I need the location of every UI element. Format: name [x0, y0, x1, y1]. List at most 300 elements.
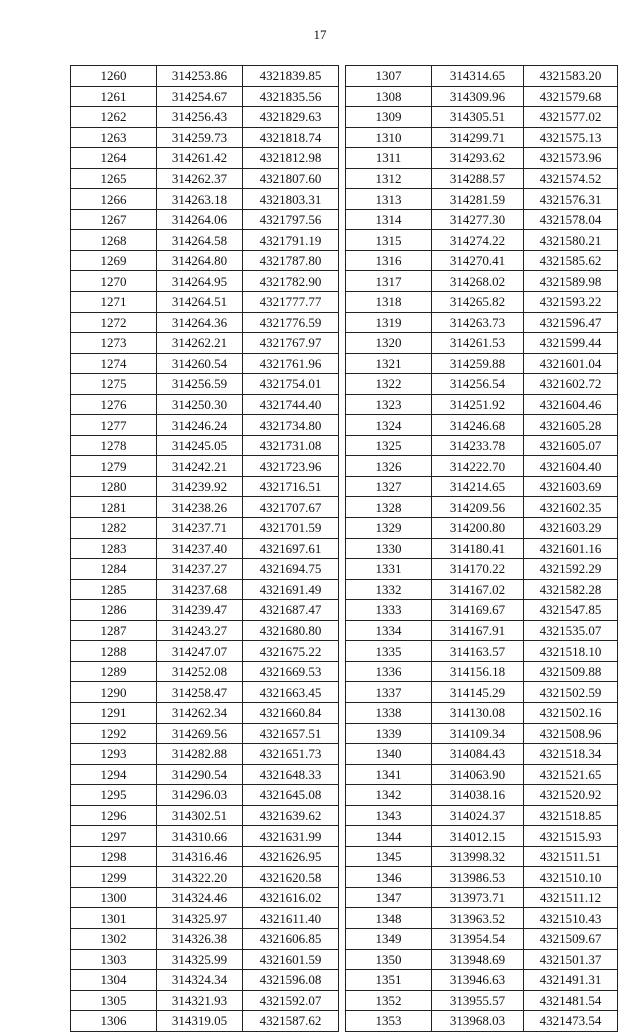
x-coordinate-cell: 314265.82: [432, 292, 524, 313]
x-coordinate-cell: 314239.92: [157, 476, 243, 497]
x-coordinate-cell: 314274.22: [432, 230, 524, 251]
y-coordinate-cell: 4321626.95: [243, 846, 339, 867]
table-row: [346, 867, 618, 888]
x-coordinate-cell: 314325.97: [157, 908, 243, 929]
point-number-cell: 1295: [71, 785, 157, 806]
y-coordinate-cell: 4321803.31: [243, 189, 339, 210]
point-number-cell: 1347: [346, 887, 432, 908]
table-row: [346, 333, 618, 354]
y-coordinate-cell: 4321510.10: [524, 867, 618, 888]
point-number-cell: 1312: [346, 168, 432, 189]
x-coordinate-cell: 314251.92: [432, 394, 524, 415]
y-coordinate-cell: 4321473.54: [524, 1011, 618, 1032]
y-coordinate-cell: 4321580.21: [524, 230, 618, 251]
y-coordinate-cell: 4321579.68: [524, 86, 618, 107]
point-number-cell: 1268: [71, 230, 157, 251]
table-row: [71, 476, 339, 497]
y-coordinate-cell: 4321754.01: [243, 374, 339, 395]
x-coordinate-cell: 314245.05: [157, 435, 243, 456]
x-coordinate-cell: 314024.37: [432, 805, 524, 826]
y-coordinate-cell: 4321601.04: [524, 353, 618, 374]
point-number-cell: 1316: [346, 250, 432, 271]
table-row: [71, 785, 339, 806]
y-coordinate-cell: 4321707.67: [243, 497, 339, 518]
point-number-cell: 1315: [346, 230, 432, 251]
y-coordinate-cell: 4321603.69: [524, 476, 618, 497]
y-coordinate-cell: 4321589.98: [524, 271, 618, 292]
point-number-cell: 1324: [346, 415, 432, 436]
table-row: [71, 559, 339, 580]
table-row: [346, 764, 618, 785]
table-row: [346, 66, 618, 87]
table-row: [71, 661, 339, 682]
y-coordinate-cell: 4321669.53: [243, 661, 339, 682]
y-coordinate-cell: 4321511.12: [524, 887, 618, 908]
y-coordinate-cell: 4321547.85: [524, 600, 618, 621]
x-coordinate-cell: 314264.80: [157, 250, 243, 271]
table-row: [346, 702, 618, 723]
point-number-cell: 1277: [71, 415, 157, 436]
point-number-cell: 1289: [71, 661, 157, 682]
point-number-cell: 1296: [71, 805, 157, 826]
point-number-cell: 1284: [71, 559, 157, 580]
point-number-cell: 1285: [71, 579, 157, 600]
y-coordinate-cell: 4321604.46: [524, 394, 618, 415]
table-row: [346, 250, 618, 271]
y-coordinate-cell: 4321694.75: [243, 559, 339, 580]
table-row: [71, 230, 339, 251]
x-coordinate-cell: 313946.63: [432, 970, 524, 991]
x-coordinate-cell: 314262.37: [157, 168, 243, 189]
point-number-cell: 1345: [346, 846, 432, 867]
y-coordinate-cell: 4321611.40: [243, 908, 339, 929]
y-coordinate-cell: 4321602.35: [524, 497, 618, 518]
point-number-cell: 1260: [71, 66, 157, 87]
x-coordinate-cell: 314299.71: [432, 127, 524, 148]
point-number-cell: 1325: [346, 435, 432, 456]
y-coordinate-cell: 4321593.22: [524, 292, 618, 313]
y-coordinate-cell: 4321510.43: [524, 908, 618, 929]
point-number-cell: 1311: [346, 148, 432, 169]
point-number-cell: 1291: [71, 702, 157, 723]
point-number-cell: 1334: [346, 620, 432, 641]
point-number-cell: 1322: [346, 374, 432, 395]
y-coordinate-cell: 4321509.67: [524, 928, 618, 949]
y-coordinate-cell: 4321592.29: [524, 559, 618, 580]
table-row: [71, 579, 339, 600]
point-number-cell: 1319: [346, 312, 432, 333]
x-coordinate-cell: 314261.53: [432, 333, 524, 354]
point-number-cell: 1323: [346, 394, 432, 415]
x-coordinate-cell: 314277.30: [432, 209, 524, 230]
point-number-cell: 1343: [346, 805, 432, 826]
point-number-cell: 1336: [346, 661, 432, 682]
table-row: [71, 723, 339, 744]
point-number-cell: 1272: [71, 312, 157, 333]
y-coordinate-cell: 4321481.54: [524, 990, 618, 1011]
x-coordinate-cell: 314259.73: [157, 127, 243, 148]
x-coordinate-cell: 314326.38: [157, 928, 243, 949]
point-number-cell: 1262: [71, 107, 157, 128]
y-coordinate-cell: 4321829.63: [243, 107, 339, 128]
table-row: [71, 805, 339, 826]
point-number-cell: 1280: [71, 476, 157, 497]
table-row: [346, 661, 618, 682]
table-row: [346, 497, 618, 518]
y-coordinate-cell: 4321616.02: [243, 887, 339, 908]
table-row: [346, 949, 618, 970]
point-number-cell: 1349: [346, 928, 432, 949]
y-coordinate-cell: 4321587.62: [243, 1011, 339, 1032]
table-row: [71, 1011, 339, 1032]
y-coordinate-cell: 4321603.29: [524, 518, 618, 539]
y-coordinate-cell: 4321515.93: [524, 826, 618, 847]
x-coordinate-cell: 314269.56: [157, 723, 243, 744]
x-coordinate-cell: 314316.46: [157, 846, 243, 867]
point-number-cell: 1306: [71, 1011, 157, 1032]
table-row: [71, 990, 339, 1011]
y-coordinate-cell: 4321520.92: [524, 785, 618, 806]
y-coordinate-cell: 4321509.88: [524, 661, 618, 682]
y-coordinate-cell: 4321657.51: [243, 723, 339, 744]
y-coordinate-cell: 4321648.33: [243, 764, 339, 785]
x-coordinate-cell: 314262.34: [157, 702, 243, 723]
x-coordinate-cell: 314256.54: [432, 374, 524, 395]
table-row: [346, 127, 618, 148]
x-coordinate-cell: 314253.86: [157, 66, 243, 87]
table-row: [71, 970, 339, 991]
y-coordinate-cell: 4321582.28: [524, 579, 618, 600]
table-row: [71, 394, 339, 415]
y-coordinate-cell: 4321731.08: [243, 435, 339, 456]
y-coordinate-cell: 4321787.80: [243, 250, 339, 271]
x-coordinate-cell: 314180.41: [432, 538, 524, 559]
table-row: [346, 230, 618, 251]
y-coordinate-cell: 4321576.31: [524, 189, 618, 210]
y-coordinate-cell: 4321601.16: [524, 538, 618, 559]
x-coordinate-cell: 314246.24: [157, 415, 243, 436]
table-row: [346, 600, 618, 621]
point-number-cell: 1279: [71, 456, 157, 477]
y-coordinate-cell: 4321521.65: [524, 764, 618, 785]
table-row: [346, 148, 618, 169]
x-coordinate-cell: 314325.99: [157, 949, 243, 970]
x-coordinate-cell: 314314.65: [432, 66, 524, 87]
x-coordinate-cell: 314309.96: [432, 86, 524, 107]
point-number-cell: 1303: [71, 949, 157, 970]
x-coordinate-cell: 314038.16: [432, 785, 524, 806]
x-coordinate-cell: 314238.26: [157, 497, 243, 518]
table-row: [71, 620, 339, 641]
y-coordinate-cell: 4321631.99: [243, 826, 339, 847]
table-row: [71, 168, 339, 189]
y-coordinate-cell: 4321596.47: [524, 312, 618, 333]
point-number-cell: 1270: [71, 271, 157, 292]
x-coordinate-cell: 314264.58: [157, 230, 243, 251]
table-row: [71, 497, 339, 518]
point-number-cell: 1313: [346, 189, 432, 210]
x-coordinate-cell: 313954.54: [432, 928, 524, 949]
x-coordinate-cell: 314130.08: [432, 702, 524, 723]
table-row: [346, 990, 618, 1011]
x-coordinate-cell: 314281.59: [432, 189, 524, 210]
point-number-cell: 1288: [71, 641, 157, 662]
x-coordinate-cell: 314305.51: [432, 107, 524, 128]
point-number-cell: 1326: [346, 456, 432, 477]
table-row: [71, 292, 339, 313]
table-row: [71, 415, 339, 436]
x-coordinate-cell: 314214.65: [432, 476, 524, 497]
table-row: [71, 702, 339, 723]
y-coordinate-cell: 4321596.08: [243, 970, 339, 991]
table-row: [71, 271, 339, 292]
table-row: [71, 333, 339, 354]
x-coordinate-cell: 314239.47: [157, 600, 243, 621]
y-coordinate-cell: 4321578.04: [524, 209, 618, 230]
table-row: [346, 538, 618, 559]
y-coordinate-cell: 4321807.60: [243, 168, 339, 189]
x-coordinate-cell: 314258.47: [157, 682, 243, 703]
x-coordinate-cell: 314270.41: [432, 250, 524, 271]
y-coordinate-cell: 4321663.45: [243, 682, 339, 703]
table-row: [346, 374, 618, 395]
x-coordinate-cell: 314268.02: [432, 271, 524, 292]
y-coordinate-cell: 4321639.62: [243, 805, 339, 826]
y-coordinate-cell: 4321575.13: [524, 127, 618, 148]
table-row: [71, 826, 339, 847]
x-coordinate-cell: 314243.27: [157, 620, 243, 641]
coordinates-table-left: [70, 65, 339, 1032]
point-number-cell: 1286: [71, 600, 157, 621]
table-row: [71, 148, 339, 169]
table-row: [71, 435, 339, 456]
x-coordinate-cell: 314264.06: [157, 209, 243, 230]
x-coordinate-cell: 313968.03: [432, 1011, 524, 1032]
y-coordinate-cell: 4321680.80: [243, 620, 339, 641]
point-number-cell: 1333: [346, 600, 432, 621]
point-number-cell: 1310: [346, 127, 432, 148]
point-number-cell: 1281: [71, 497, 157, 518]
table-row: [346, 435, 618, 456]
point-number-cell: 1283: [71, 538, 157, 559]
y-coordinate-cell: 4321508.96: [524, 723, 618, 744]
table-row: [71, 846, 339, 867]
table-row: [71, 600, 339, 621]
x-coordinate-cell: 314322.20: [157, 867, 243, 888]
x-coordinate-cell: 313986.53: [432, 867, 524, 888]
x-coordinate-cell: 314156.18: [432, 661, 524, 682]
table-row: [346, 456, 618, 477]
point-number-cell: 1263: [71, 127, 157, 148]
table-row: [71, 127, 339, 148]
table-row: [346, 846, 618, 867]
y-coordinate-cell: 4321651.73: [243, 744, 339, 765]
y-coordinate-cell: 4321511.51: [524, 846, 618, 867]
y-coordinate-cell: 4321701.59: [243, 518, 339, 539]
point-number-cell: 1342: [346, 785, 432, 806]
y-coordinate-cell: 4321573.96: [524, 148, 618, 169]
point-number-cell: 1274: [71, 353, 157, 374]
table-row: [346, 682, 618, 703]
table-row: [346, 908, 618, 929]
y-coordinate-cell: 4321491.31: [524, 970, 618, 991]
y-coordinate-cell: 4321797.56: [243, 209, 339, 230]
page-number: 17: [313, 27, 327, 42]
point-number-cell: 1297: [71, 826, 157, 847]
y-coordinate-cell: 4321687.47: [243, 600, 339, 621]
table-row: [346, 723, 618, 744]
point-number-cell: 1329: [346, 518, 432, 539]
x-coordinate-cell: 314263.18: [157, 189, 243, 210]
x-coordinate-cell: 314256.43: [157, 107, 243, 128]
point-number-cell: 1299: [71, 867, 157, 888]
table-row: [346, 168, 618, 189]
point-number-cell: 1261: [71, 86, 157, 107]
point-number-cell: 1346: [346, 867, 432, 888]
x-coordinate-cell: 314310.66: [157, 826, 243, 847]
table-row: [346, 579, 618, 600]
point-number-cell: 1320: [346, 333, 432, 354]
y-coordinate-cell: 4321761.96: [243, 353, 339, 374]
x-coordinate-cell: 314263.73: [432, 312, 524, 333]
table-row: [346, 292, 618, 313]
x-coordinate-cell: 313955.57: [432, 990, 524, 1011]
y-coordinate-cell: 4321691.49: [243, 579, 339, 600]
table-row: [71, 353, 339, 374]
x-coordinate-cell: 314264.36: [157, 312, 243, 333]
table-row: [346, 353, 618, 374]
table-row: [346, 209, 618, 230]
y-coordinate-cell: 4321835.56: [243, 86, 339, 107]
point-number-cell: 1353: [346, 1011, 432, 1032]
point-number-cell: 1337: [346, 682, 432, 703]
point-number-cell: 1290: [71, 682, 157, 703]
point-number-cell: 1352: [346, 990, 432, 1011]
y-coordinate-cell: 4321675.22: [243, 641, 339, 662]
x-coordinate-cell: 314290.54: [157, 764, 243, 785]
y-coordinate-cell: 4321776.59: [243, 312, 339, 333]
point-number-cell: 1275: [71, 374, 157, 395]
point-number-cell: 1314: [346, 209, 432, 230]
x-coordinate-cell: 314246.68: [432, 415, 524, 436]
x-coordinate-cell: 314293.62: [432, 148, 524, 169]
x-coordinate-cell: 314233.78: [432, 435, 524, 456]
point-number-cell: 1298: [71, 846, 157, 867]
table-row: [346, 928, 618, 949]
table-row: [71, 189, 339, 210]
table-row: [71, 641, 339, 662]
point-number-cell: 1282: [71, 518, 157, 539]
x-coordinate-cell: 313998.32: [432, 846, 524, 867]
table-row: [71, 518, 339, 539]
point-number-cell: 1269: [71, 250, 157, 271]
x-coordinate-cell: 314264.51: [157, 292, 243, 313]
point-number-cell: 1341: [346, 764, 432, 785]
point-number-cell: 1294: [71, 764, 157, 785]
y-coordinate-cell: 4321606.85: [243, 928, 339, 949]
x-coordinate-cell: 314250.30: [157, 394, 243, 415]
y-coordinate-cell: 4321599.44: [524, 333, 618, 354]
table-row: [71, 312, 339, 333]
x-coordinate-cell: 314222.70: [432, 456, 524, 477]
x-coordinate-cell: 314262.21: [157, 333, 243, 354]
point-number-cell: 1305: [71, 990, 157, 1011]
x-coordinate-cell: 314163.57: [432, 641, 524, 662]
x-coordinate-cell: 314261.42: [157, 148, 243, 169]
y-coordinate-cell: 4321697.61: [243, 538, 339, 559]
table-row: [346, 476, 618, 497]
table-row: [346, 189, 618, 210]
point-number-cell: 1327: [346, 476, 432, 497]
x-coordinate-cell: 314260.54: [157, 353, 243, 374]
point-number-cell: 1302: [71, 928, 157, 949]
x-coordinate-cell: 314237.27: [157, 559, 243, 580]
table-row: [71, 928, 339, 949]
y-coordinate-cell: 4321605.07: [524, 435, 618, 456]
x-coordinate-cell: 314256.59: [157, 374, 243, 395]
y-coordinate-cell: 4321723.96: [243, 456, 339, 477]
y-coordinate-cell: 4321645.08: [243, 785, 339, 806]
table-row: [71, 682, 339, 703]
x-coordinate-cell: 314288.57: [432, 168, 524, 189]
x-coordinate-cell: 314237.71: [157, 518, 243, 539]
x-coordinate-cell: 314302.51: [157, 805, 243, 826]
y-coordinate-cell: 4321518.34: [524, 744, 618, 765]
point-number-cell: 1339: [346, 723, 432, 744]
table-row: [71, 66, 339, 87]
table-row: [346, 970, 618, 991]
point-number-cell: 1293: [71, 744, 157, 765]
table-row: [346, 1011, 618, 1032]
point-number-cell: 1265: [71, 168, 157, 189]
table-row: [71, 209, 339, 230]
y-coordinate-cell: 4321767.97: [243, 333, 339, 354]
table-row: [346, 518, 618, 539]
y-coordinate-cell: 4321602.72: [524, 374, 618, 395]
point-number-cell: 1330: [346, 538, 432, 559]
x-coordinate-cell: 314264.95: [157, 271, 243, 292]
x-coordinate-cell: 314167.02: [432, 579, 524, 600]
point-number-cell: 1321: [346, 353, 432, 374]
table-row: [71, 250, 339, 271]
table-row: [346, 559, 618, 580]
y-coordinate-cell: 4321583.20: [524, 66, 618, 87]
point-number-cell: 1318: [346, 292, 432, 313]
x-coordinate-cell: 314169.67: [432, 600, 524, 621]
coordinates-table-right: [345, 65, 618, 1032]
x-coordinate-cell: 314084.43: [432, 744, 524, 765]
y-coordinate-cell: 4321782.90: [243, 271, 339, 292]
table-row: [71, 107, 339, 128]
x-coordinate-cell: 314012.15: [432, 826, 524, 847]
y-coordinate-cell: 4321592.07: [243, 990, 339, 1011]
table-row: [346, 271, 618, 292]
x-coordinate-cell: 314109.34: [432, 723, 524, 744]
point-number-cell: 1301: [71, 908, 157, 929]
x-coordinate-cell: 314209.56: [432, 497, 524, 518]
table-row: [346, 641, 618, 662]
x-coordinate-cell: 313963.52: [432, 908, 524, 929]
point-number-cell: 1304: [71, 970, 157, 991]
table-row: [71, 867, 339, 888]
y-coordinate-cell: 4321502.16: [524, 702, 618, 723]
point-number-cell: 1278: [71, 435, 157, 456]
x-coordinate-cell: 313973.71: [432, 887, 524, 908]
table-row: [346, 86, 618, 107]
table-row: [346, 394, 618, 415]
x-coordinate-cell: 314200.80: [432, 518, 524, 539]
table-body: [71, 66, 339, 1032]
